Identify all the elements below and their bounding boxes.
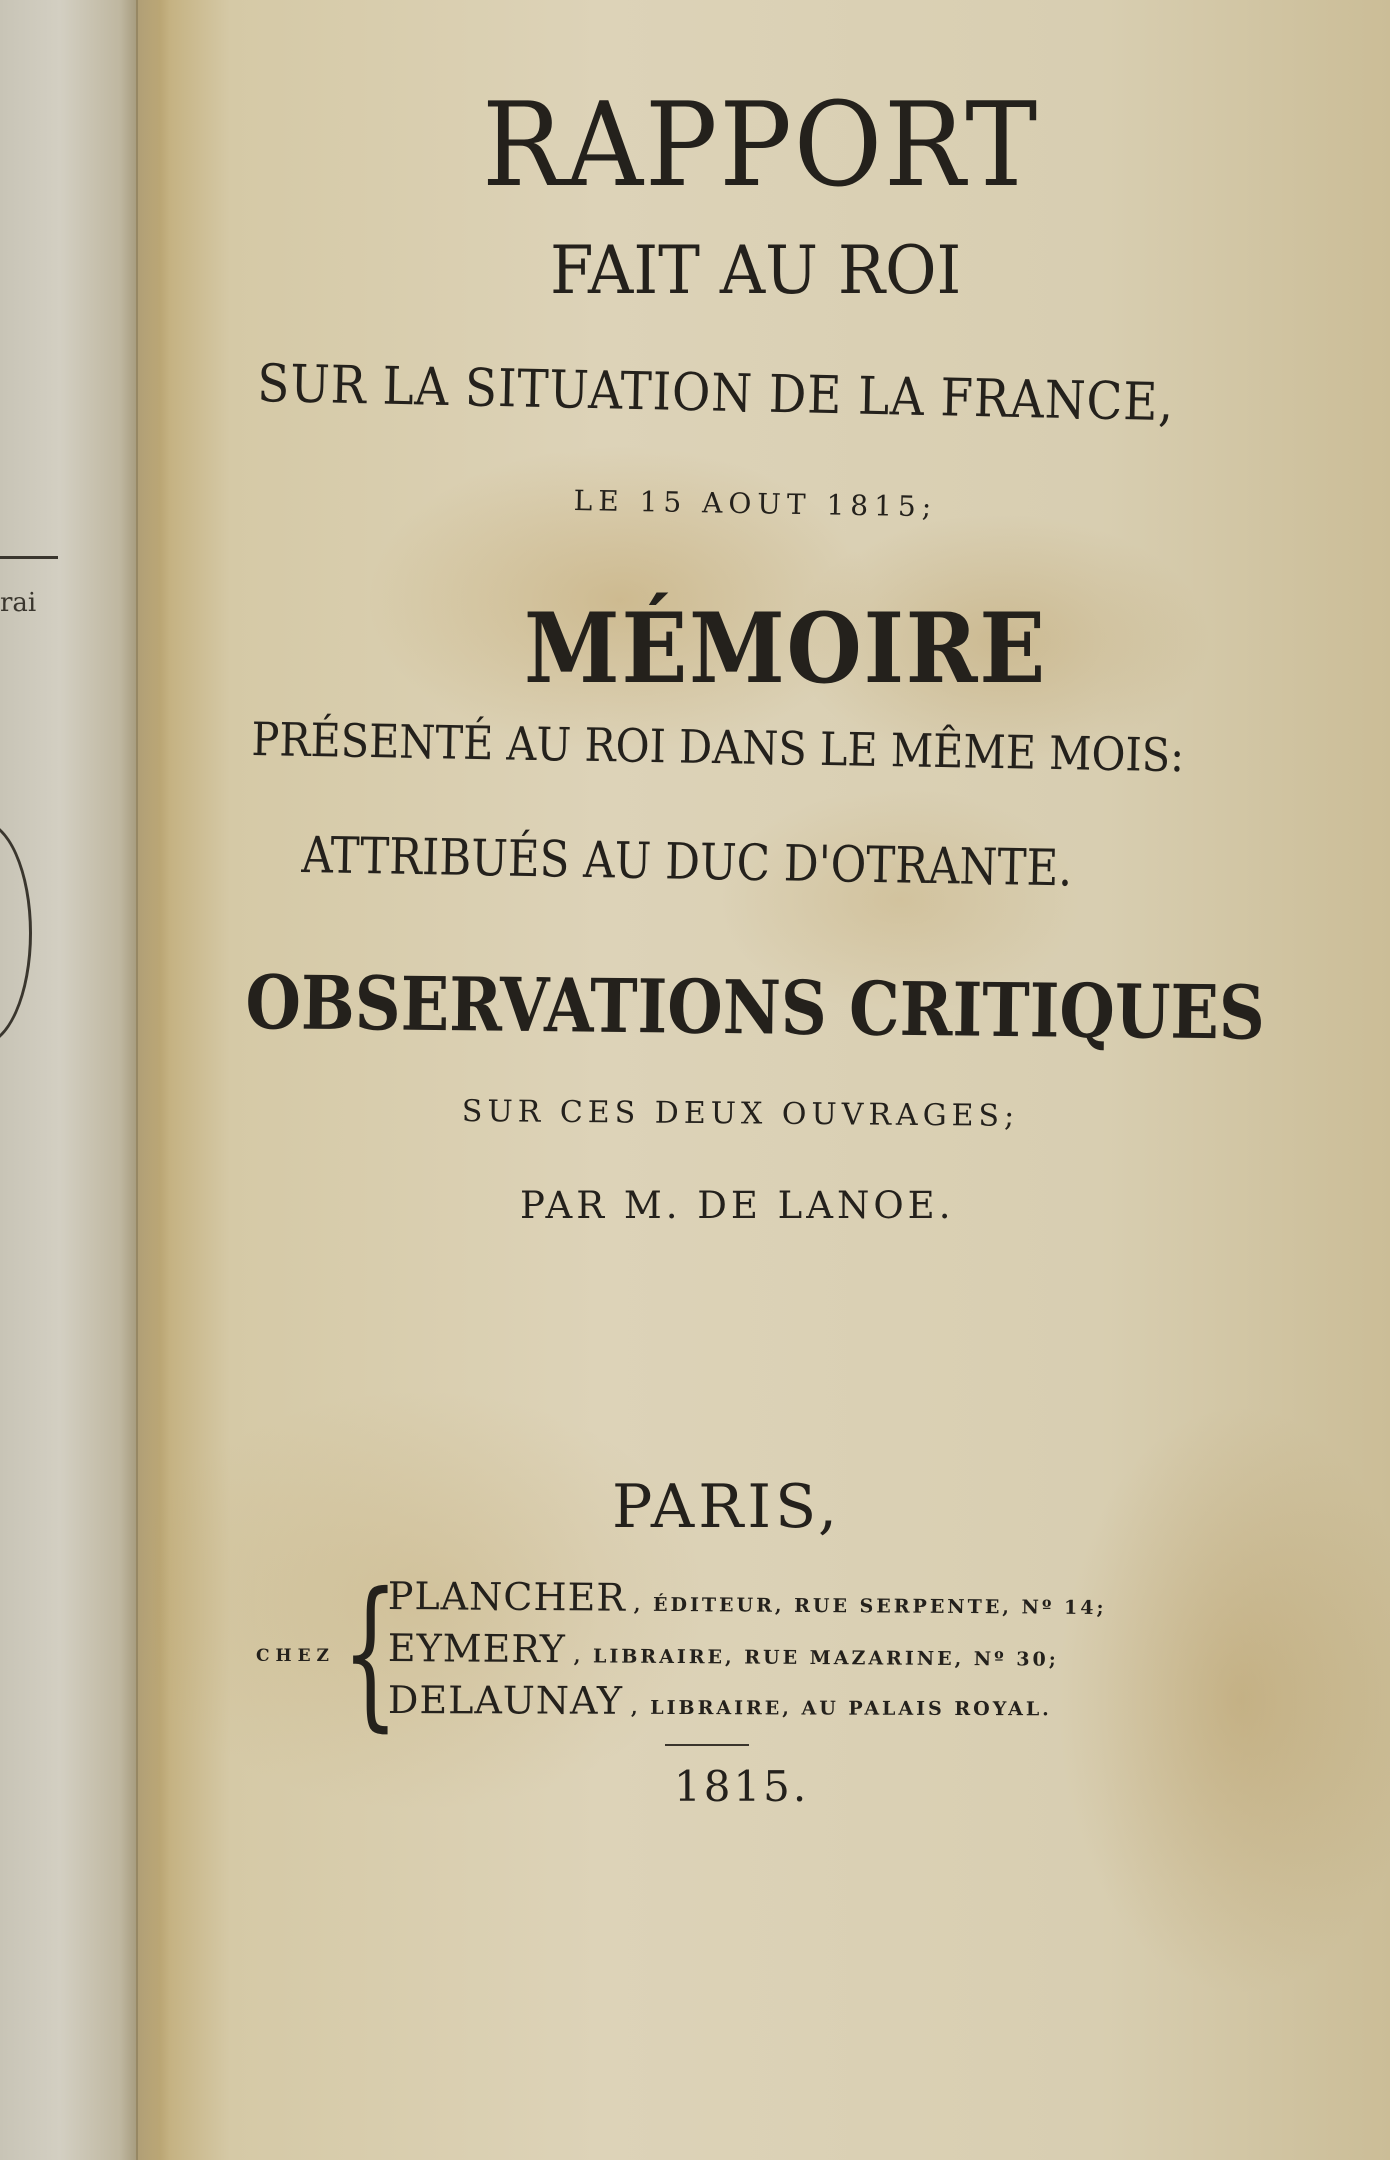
title-presente: PRÉSENTÉ AU ROI DANS LE MÊME MOIS: [251, 712, 1185, 783]
imprint-year: 1815. [674, 1762, 810, 1811]
title-situation: SUR LA SITUATION DE LA FRANCE, [256, 354, 1175, 434]
title-memoire: MÉMOIRE [524, 592, 1048, 705]
adjacent-page [0, 0, 138, 2160]
adjacent-page-arc [0, 820, 32, 1046]
publisher-line [388, 1678, 1052, 1724]
book-gutter [136, 0, 170, 2160]
imprint-rule [665, 1744, 749, 1746]
publisher-name: EYMERY [387, 1626, 567, 1672]
adjacent-page-rule [0, 556, 58, 559]
title-author: PAR M. DE LANOE. [520, 1184, 955, 1227]
publisher-desc: , LIBRAIRE, AU PALAIS ROYAL. [631, 1696, 1052, 1721]
title-attribues: ATTRIBUÉS AU DUC D'OTRANTE. [300, 826, 1073, 898]
publisher-name: DELAUNAY [387, 1678, 624, 1723]
title-observations: OBSERVATIONS CRITIQUES [245, 960, 1266, 1057]
imprint-city: PARIS, [612, 1472, 842, 1542]
publisher-desc: , ÉDITEUR, RUE SERPENTE, Nº 14; [633, 1593, 1107, 1620]
publisher-line [388, 1626, 1059, 1675]
title-rapport: RAPPORT [482, 78, 1040, 213]
publisher-desc: , LIBRAIRE, RUE MAZARINE, Nº 30; [573, 1645, 1059, 1671]
title-date: LE 15 AOUT 1815; [573, 484, 938, 524]
publisher-line [388, 1574, 1107, 1623]
adjacent-page-fragment: rai [0, 588, 37, 618]
title-fait-au-roi: FAIT AU ROI [550, 232, 962, 309]
publisher-name: PLANCHER [387, 1574, 627, 1620]
imprint-brace: { [342, 1559, 399, 1747]
title-sur-ces: SUR CES DEUX OUVRAGES; [461, 1094, 1020, 1134]
imprint-chez: CHEZ [256, 1646, 335, 1666]
